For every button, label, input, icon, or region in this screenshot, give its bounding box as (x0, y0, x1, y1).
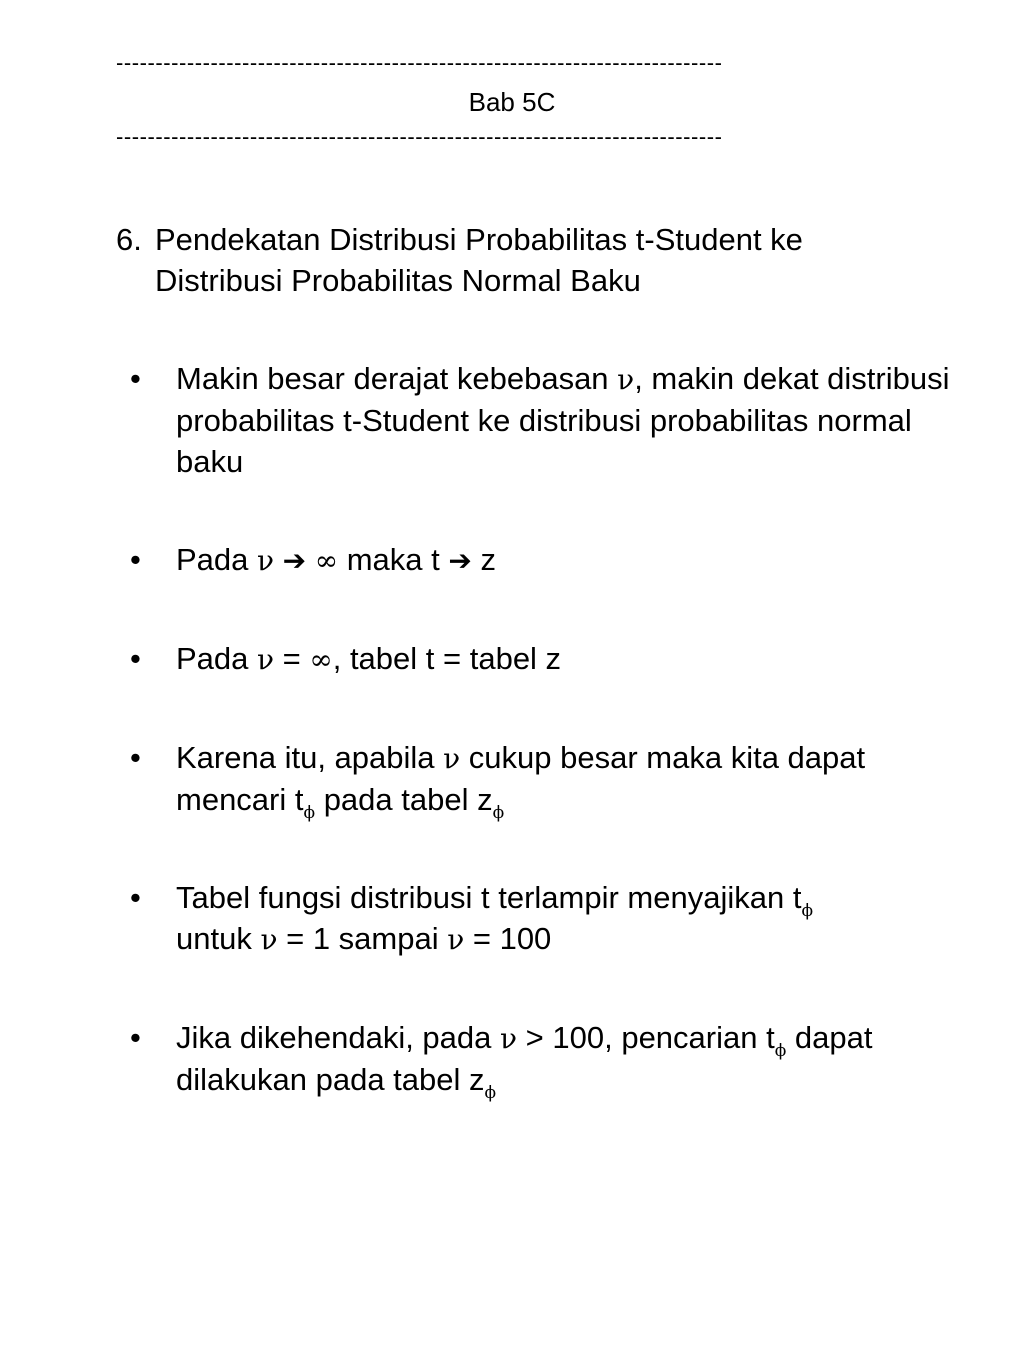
bullet-marker: • (130, 880, 141, 915)
section-title-text: Pendekatan Distribusi Probabilitas t-Student ke Distribusi Probabilitas Normal Baku (155, 222, 803, 298)
infinity-symbol: ∞ (309, 643, 333, 676)
bullet-text: , tabel t = tabel z (332, 641, 562, 676)
bullet-text: Tabel fungsi distribusi t terlampir menyajikan t (176, 880, 802, 915)
bullet-marker: • (130, 740, 141, 775)
bullet-item-4 (130, 737, 960, 823)
bullet-item-1 (130, 358, 960, 482)
infinity-symbol: ∞ (314, 544, 339, 577)
bullet-text: maka t (338, 542, 449, 577)
bullet-text: = (274, 641, 310, 676)
phi-subscript: ϕ (484, 1083, 497, 1103)
header-rule-top: ----------------------------------------------------------------------------- (116, 50, 723, 75)
bullet-item-5 (130, 877, 960, 960)
bullet-text: pada tabel z (315, 782, 493, 817)
bullet-marker: • (130, 361, 141, 396)
bullet-text: cukup besar maka kita dapat mencari t (176, 740, 866, 817)
nu-symbol: ν (500, 1022, 518, 1055)
nu-symbol: ν (257, 544, 275, 577)
phi-subscript: ϕ (801, 901, 814, 921)
bullet-text: = 1 sampai (277, 921, 448, 956)
bullet-marker: • (130, 641, 141, 676)
bullet-item-6 (130, 1017, 960, 1103)
bullet-text: Pada (176, 641, 258, 676)
nu-symbol: ν (443, 742, 461, 775)
bullet-text: Pada (176, 542, 258, 577)
bullet-text: Karena itu, apabila (176, 740, 444, 775)
phi-subscript: ϕ (774, 1041, 787, 1061)
bullet-item-3 (130, 638, 960, 680)
bullet-text: > 100, pencarian t (517, 1020, 775, 1055)
bullet-text: , makin dekat distribusi probabilitas t-Student ke distribusi probabilitas normal baku (176, 361, 950, 479)
arrow-icon: ➔ (282, 544, 307, 577)
nu-symbol: ν (257, 643, 275, 676)
bullet-marker: • (130, 542, 141, 577)
bullet-text: Jika dikehendaki, pada (176, 1020, 501, 1055)
nu-symbol: ν (260, 923, 278, 956)
bullet-list (130, 358, 960, 1103)
bullet-text: untuk (176, 921, 261, 956)
nu-symbol: ν (617, 363, 635, 396)
phi-subscript: ϕ (303, 803, 316, 823)
bullet-marker: • (130, 1020, 141, 1055)
bullet-text: dapat dilakukan pada tabel z (176, 1020, 873, 1097)
header-rule-bottom: ----------------------------------------------------------------------------- (116, 124, 723, 149)
bullet-item-2 (130, 539, 960, 581)
bullet-text: Makin besar derajat kebebasan (176, 361, 618, 396)
bullet-text: = 100 (464, 921, 552, 956)
nu-symbol: ν (447, 923, 465, 956)
section-number: 6. (116, 222, 142, 257)
arrow-icon: ➔ (448, 544, 472, 577)
bullet-text: z (471, 542, 496, 577)
chapter-title: Bab 5C (468, 87, 556, 117)
section-heading (116, 219, 916, 301)
phi-subscript: ϕ (492, 803, 505, 823)
